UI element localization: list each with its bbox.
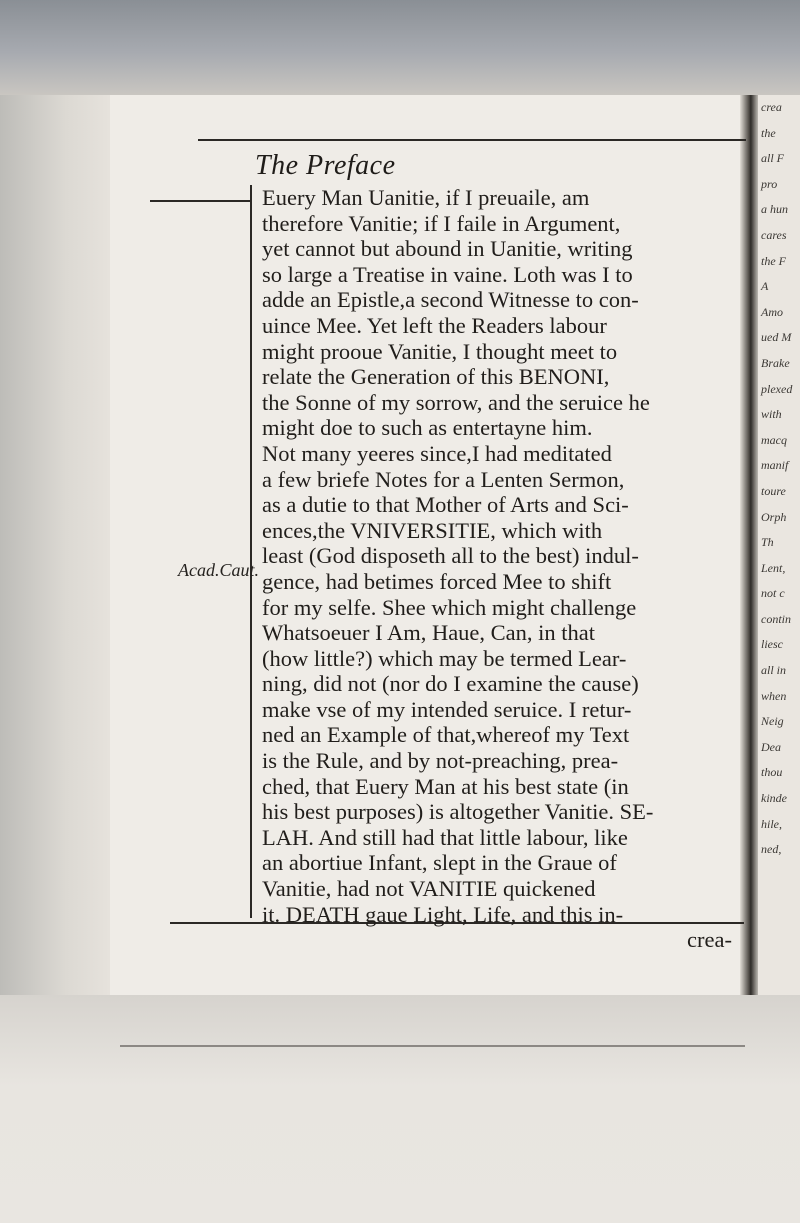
text-line: LAH. And still had that little labour, like <box>262 824 628 850</box>
next-page-fragment: pro <box>761 176 778 191</box>
text-line: ned an Example of that,whereof my Text <box>262 722 630 748</box>
text-line: might doe to such as entertayne him. <box>262 415 593 441</box>
text-line: Whatsoeuer I Am, Haue, Can, in that <box>262 620 596 646</box>
next-page-fragment: ned, <box>761 842 782 857</box>
next-page-fragment: Orph <box>761 509 787 524</box>
text-line: so large a Treatise in vaine. Loth was I to <box>262 261 633 287</box>
page-bottom-area <box>0 995 800 1223</box>
text-line: adde an Epistle,a second Witnesse to con- <box>262 287 639 313</box>
text-line: ched, that Euery Man at his best state (in <box>262 773 629 799</box>
next-page-fragment: toure <box>761 483 786 498</box>
next-page-fragment: liesc <box>761 637 783 652</box>
next-page-fragment: the F <box>761 253 786 268</box>
text-line: might prooue Vanitie, I thought meet to <box>262 338 618 364</box>
scan-background-top <box>0 0 800 95</box>
page-edge-line <box>120 1045 745 1047</box>
next-page-fragment: a hun <box>761 202 788 217</box>
next-page-fragment: thou <box>761 765 783 780</box>
next-page-fragment: Amo <box>761 304 783 319</box>
next-page-fragment: ued M <box>761 330 792 345</box>
next-page-fragment: all in <box>761 663 787 678</box>
text-line: a few briefe Notes for a Lenten Sermon, <box>262 466 625 492</box>
rule-left-stub <box>150 200 250 202</box>
next-page-fragment: contin <box>761 611 791 626</box>
next-page-edge <box>758 95 800 995</box>
text-line: Not many yeeres since,I had meditated <box>262 440 612 466</box>
next-page-fragment: when <box>761 688 787 703</box>
next-page-fragment: Lent, <box>761 560 786 575</box>
text-line: Vanitie, had not VANITIE quickened <box>262 876 596 902</box>
next-page-fragment: not c <box>761 586 785 601</box>
text-line: gence, had betimes forced Mee to shift <box>262 568 612 594</box>
text-line: uince Mee. Yet left the Readers labour <box>262 312 607 338</box>
text-line: ning, did not (nor do I examine the cause) <box>262 671 639 697</box>
text-line: (how little?) which may be termed Lear- <box>262 645 627 671</box>
text-line: the Sonne of my sorrow, and the seruice he <box>262 389 650 415</box>
rule-margin-vertical <box>250 185 252 918</box>
text-line: as a dutie to that Mother of Arts and Sci- <box>262 492 629 518</box>
body-text <box>262 185 742 953</box>
next-page-fragment: A <box>761 279 769 294</box>
rule-top <box>198 139 746 141</box>
text-line: therefore Vanitie; if I faile in Argument, <box>262 210 621 236</box>
text-line: for my selfe. Shee which might challenge <box>262 594 637 620</box>
text-line: it. DEATH gaue Light, Life, and this in- <box>262 901 624 927</box>
next-page-fragment: Dea <box>761 739 781 754</box>
next-page-fragment: cares <box>761 227 787 242</box>
next-page-fragment: Th <box>761 535 774 550</box>
next-page-fragment: manif <box>761 458 789 473</box>
text-line: an abortiue Infant, slept in the Graue of <box>262 850 617 876</box>
text-line: ences,the VNIVERSITIE, which with <box>262 517 603 543</box>
next-page-fragment: plexed <box>761 381 793 396</box>
next-page-fragment: the <box>761 125 776 140</box>
text-line: least (God disposeth all to the best) indul- <box>262 543 639 569</box>
text-line: his best purposes) is altogether Vanitie. SE- <box>262 799 654 825</box>
running-head: The Preface <box>255 150 396 181</box>
next-page-fragment: crea <box>761 100 782 114</box>
text-line: yet cannot but abound in Uanitie, writing <box>262 236 633 262</box>
margin-note: Acad.Caut. <box>178 560 259 580</box>
text-line: is the Rule, and by not-preaching, prea- <box>262 748 619 774</box>
text-line: relate the Generation of this BENONI, <box>262 364 610 390</box>
book-gutter <box>740 95 758 995</box>
next-page-fragment: hile, <box>761 816 782 831</box>
text-line: crea- <box>687 927 732 953</box>
text-line: Euery Man Uanitie, if I preuaile, am <box>262 185 590 210</box>
next-page-fragment: macq <box>761 432 787 447</box>
text-line: make vse of my intended seruice. I retur- <box>262 696 632 722</box>
next-page-fragment: Neig <box>761 714 784 729</box>
next-page-fragment: Brake <box>761 355 790 370</box>
next-page-fragment: all F <box>761 151 784 166</box>
next-page-fragment: kinde <box>761 791 787 806</box>
next-page-fragment: with <box>761 407 782 422</box>
